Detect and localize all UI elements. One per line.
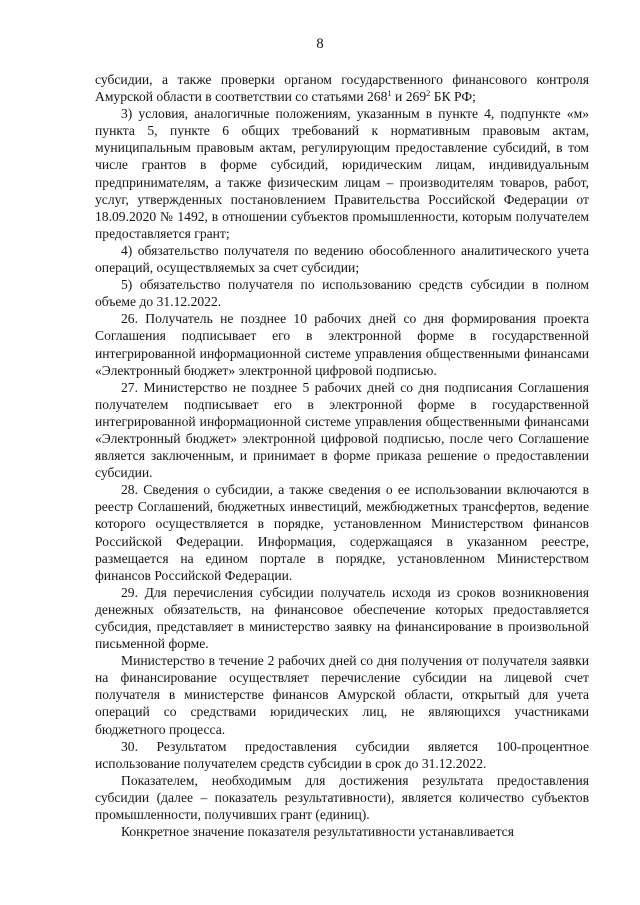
paragraph-indicator: Показателем, необходимым для достижения результата предоставления субсидии (далее – показатель результативности), является количество субъектов промышленности, получивших грант (единиц).: [95, 772, 589, 823]
paragraph-clause-28: 28. Сведения о субсидии, а также сведения о ее использовании включаются в реестр Соглашений, бюджетных инвестиций, межбюджетных трансфертов, ведение которого осуществляется в порядке, установленном Министерством финансов Российской Федерации. Информация, содержащаяся в указанном реестре, размещается на едином портале в порядке, установленном Министерством финансов Российской Федерации.: [95, 482, 589, 583]
paragraph-continuation: [95, 71, 589, 105]
paragraph-0-tail: БК РФ;: [430, 89, 476, 105]
paragraph-item-4: 4) обязательство получателя по ведению обособленного аналитического учета операций, осуществляемых за счет субсидии;: [95, 242, 589, 276]
paragraph-0-mid: и 269: [391, 89, 427, 105]
page-number: 8: [316, 36, 324, 52]
paragraph-clause-29: 29. Для перечисления субсидии получатель исходя из сроков возникновения денежных обязательств, на финансовое обеспечение которых предоставляется субсидия, представляет в министерство заявку на финансирование в произвольной письменной форме.: [95, 584, 589, 652]
superscript-1: 1: [387, 88, 392, 99]
paragraph-0-text: субсидии, а также проверки органом государственного финансового контроля Амурской области в соответствии со статьями 268: [95, 72, 589, 105]
paragraph-indicator-value: Конкретное значение показателя результативности устанавливается: [121, 824, 514, 840]
paragraph-item-5: 5) обязательство получателя по использованию средств субсидии в полном объеме до 31.12.2022.: [95, 277, 589, 310]
superscript-2: 2: [426, 88, 431, 99]
document-body: [95, 71, 589, 840]
paragraph-clause-27: 27. Министерство не позднее 5 рабочих дней со дня подписания Соглашения получателем подписывает его в электронной форме в государственной интегрированной информационной системе управления общественными финансами «Электронный бюджет» электронной цифровой подписью, после чего Соглашение является заключенным, и принимает в форме приказа решение о предоставлении субсидии.: [95, 379, 589, 481]
paragraph-transfer: Министерство в течение 2 рабочих дней со дня получения от получателя заявки на финансирование осуществляет перечисление субсидии на лицевой счет получателя в министерстве финансов Амурской области, открытый для учета операций со средствами юридических лиц, не являющихся участниками бюджетного процесса.: [95, 653, 589, 737]
paragraph-clause-26: 26. Получатель не позднее 10 рабочих дней со дня формирования проекта Соглашения подписывает его в электронной форме в государственной интегрированной информационной системе управления общественными финансами «Электронный бюджет» электронной цифровой подписью.: [95, 311, 589, 378]
paragraph-clause-30: 30. Результатом предоставления субсидии является 100-процентное использование получателем средств субсидии в срок до 31.12.2022.: [95, 738, 589, 771]
paragraph-item-3: 3) условия, аналогичные положениям, указанным в пункте 4, подпункте «м» пункта 5, пункте 6 общих требований к нормативным правовым актам, муниципальным правовым актам, регулирующим предоставление субсидий, в том числе грантов в форме субсидий, юридическим лицам, индивидуальным предпринимателям, а также физическим лицам – производителям товаров, работ, услуг, утвержденных постановлением Правительства Российской Федерации от 18.09.2020 № 1492, в отношении субъектов промышленности, которым получателем предоставляется грант;: [95, 106, 589, 241]
